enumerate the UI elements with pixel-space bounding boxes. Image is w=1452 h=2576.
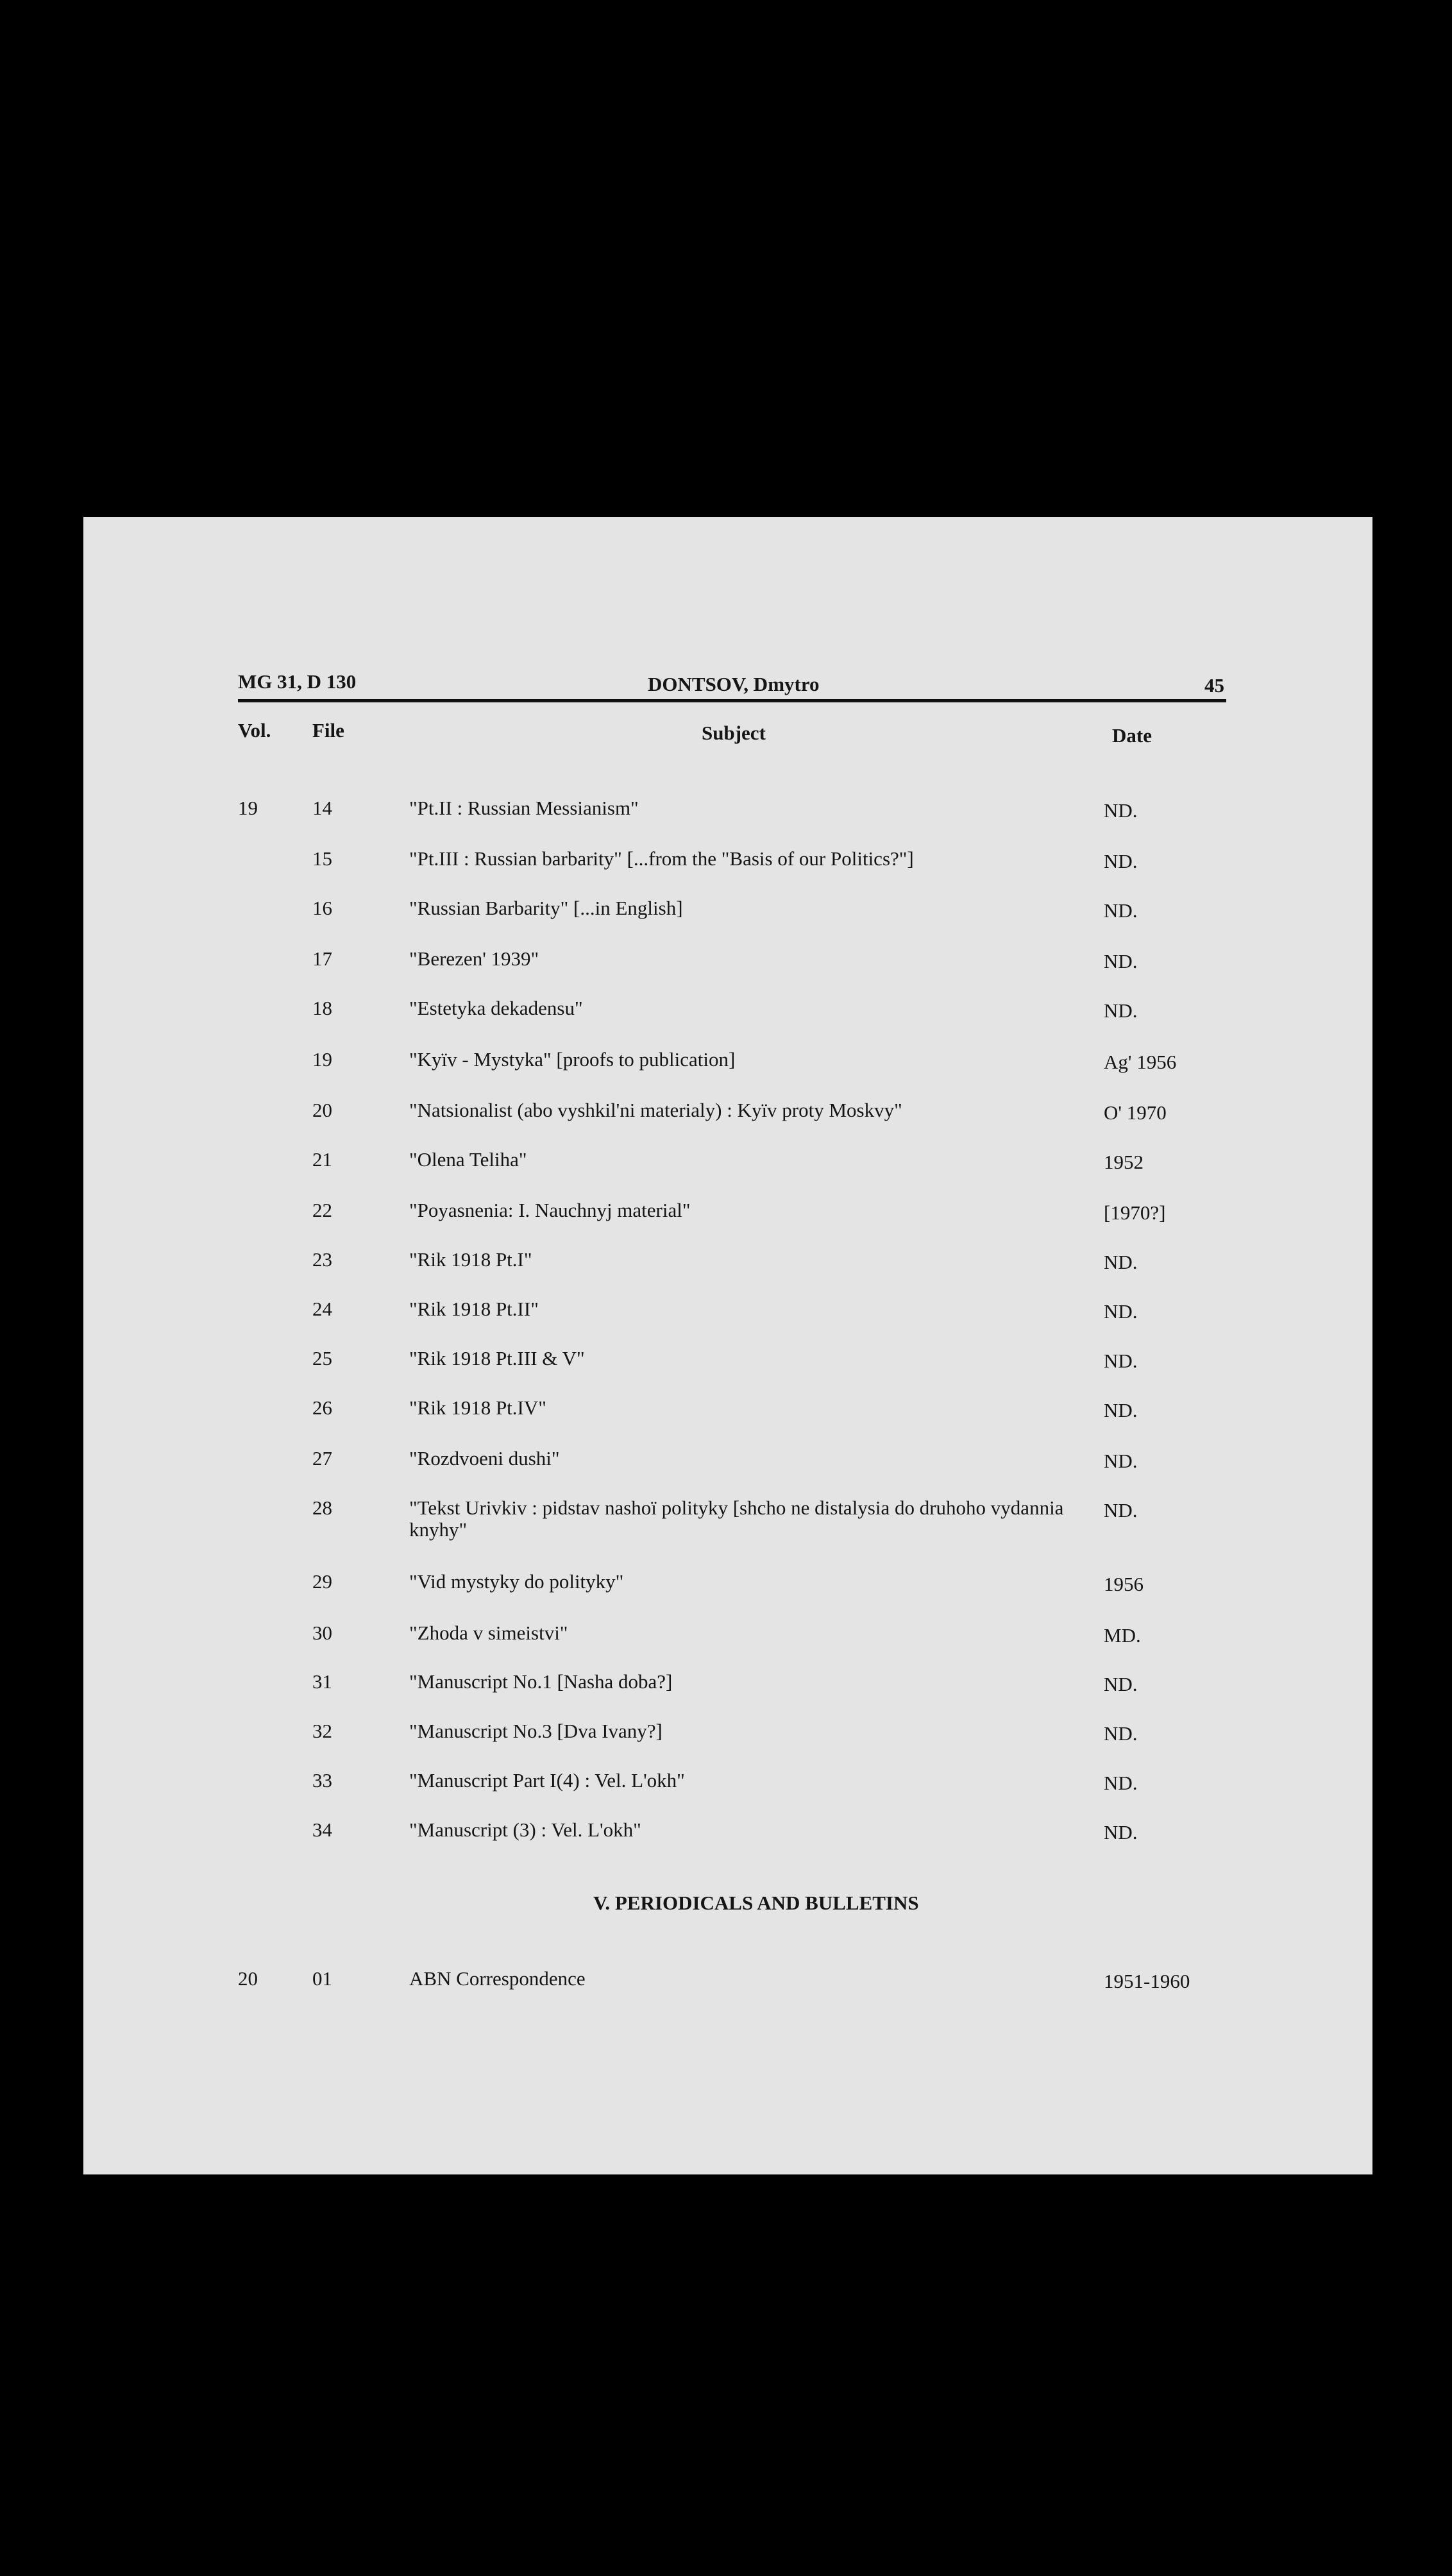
- row-subject: "Estetyka dekadensu": [409, 997, 583, 1019]
- row-subject: "Manuscript No.3 [Dva Ivany?]: [409, 1720, 663, 1742]
- row-file: 32: [312, 1720, 332, 1742]
- row-file: 16: [312, 897, 332, 919]
- row-date: ND.: [1104, 1251, 1138, 1273]
- row-subject: "Manuscript Part I(4) : Vel. L'okh": [409, 1769, 685, 1792]
- row-file: 25: [312, 1347, 332, 1369]
- row-date: [1970?]: [1104, 1201, 1166, 1224]
- row-subject: "Berezen' 1939": [409, 947, 539, 970]
- row-file: 23: [312, 1248, 332, 1271]
- row-date: 1952: [1104, 1151, 1144, 1173]
- row-subject: "Manuscript No.1 [Nasha doba?]: [409, 1670, 673, 1693]
- row-file: 26: [312, 1396, 332, 1419]
- row-file: 27: [312, 1447, 332, 1470]
- header-reference: MG 31, D 130: [238, 670, 357, 693]
- row-file: 15: [312, 847, 332, 870]
- row-subject: "Pt.III : Russian barbarity" [...from the "Basis of our Politics?"]: [409, 847, 914, 870]
- row-date: ND.: [1104, 1399, 1138, 1421]
- row-file: 18: [312, 997, 332, 1019]
- row-date: ND.: [1104, 1350, 1138, 1372]
- row-subject: "Rozdvoeni dushi": [409, 1447, 560, 1470]
- row-subject: "Rik 1918 Pt.II": [409, 1298, 539, 1320]
- row-date: 1956: [1104, 1573, 1144, 1595]
- row-date: ND.: [1104, 799, 1138, 822]
- row-subject: "Poyasnenia: I. Nauchnyj material": [409, 1199, 691, 1221]
- row-file: 34: [312, 1818, 332, 1841]
- row-file: 24: [312, 1298, 332, 1320]
- row-date: ND.: [1104, 1450, 1138, 1472]
- row-subject: "Kyïv - Mystyka" [proofs to publication]: [409, 1048, 736, 1071]
- row-file: 19: [312, 1048, 332, 1071]
- row-date: ND.: [1104, 999, 1138, 1022]
- column-header-subject: Subject: [702, 722, 766, 744]
- row-date: ND.: [1104, 1499, 1138, 1521]
- row-date: ND.: [1104, 1772, 1138, 1794]
- row-subject: ABN Correspondence: [409, 1967, 586, 1990]
- header-title: DONTSOV, Dmytro: [648, 673, 820, 695]
- row-date: ND.: [1104, 1300, 1138, 1323]
- page-number: 45: [1204, 674, 1224, 697]
- column-header-date: Date: [1112, 724, 1152, 747]
- row-subject: "Natsionalist (abo vyshkil'ni materialy) : Kyïv proty Moskvy": [409, 1099, 902, 1121]
- row-file: 21: [312, 1148, 332, 1171]
- row-date: ND.: [1104, 899, 1138, 922]
- row-subject: "Olena Teliha": [409, 1148, 527, 1171]
- row-file: 28: [312, 1496, 332, 1519]
- row-subject: "Manuscript (3) : Vel. L'okh": [409, 1818, 641, 1841]
- header-rule: [238, 699, 1226, 702]
- row-subject: "Zhoda v simeistvi": [409, 1622, 568, 1644]
- row-date: ND.: [1104, 950, 1138, 972]
- row-file: 31: [312, 1670, 332, 1693]
- row-subject: "Rik 1918 Pt.III & V": [409, 1347, 585, 1369]
- row-subject: "Pt.II : Russian Messianism": [409, 797, 639, 819]
- row-date: O' 1970: [1104, 1101, 1167, 1124]
- column-header-vol: Vol.: [238, 719, 271, 741]
- row-subject: "Tekst Urivkiv : pidstav nashoï polityky [shcho ne distalysia do druhoho vydannia knyhy": [409, 1496, 1064, 1541]
- row-subject: "Vid mystyky do polityky": [409, 1570, 624, 1593]
- row-file: 22: [312, 1199, 332, 1221]
- row-date: 1951-1960: [1104, 1970, 1190, 1992]
- row-file: 29: [312, 1570, 332, 1593]
- row-file: 17: [312, 947, 332, 970]
- row-subject: "Rik 1918 Pt.IV": [409, 1396, 546, 1419]
- row-date: MD.: [1104, 1624, 1141, 1647]
- document-page: [83, 517, 1372, 2174]
- row-date: ND.: [1104, 1722, 1138, 1745]
- section-heading: V. PERIODICALS AND BULLETINS: [593, 1892, 919, 1914]
- row-date: ND.: [1104, 1821, 1138, 1843]
- row-file: 20: [312, 1099, 332, 1121]
- row-vol: 20: [238, 1967, 258, 1990]
- row-date: Ag' 1956: [1104, 1051, 1177, 1073]
- row-file: 01: [312, 1967, 332, 1990]
- column-header-file: File: [312, 719, 344, 741]
- row-file: 30: [312, 1622, 332, 1644]
- row-subject: "Rik 1918 Pt.I": [409, 1248, 532, 1271]
- row-subject: "Russian Barbarity" [...in English]: [409, 897, 683, 919]
- row-vol: 19: [238, 797, 258, 819]
- row-file: 14: [312, 797, 332, 819]
- row-file: 33: [312, 1769, 332, 1792]
- row-date: ND.: [1104, 1673, 1138, 1695]
- row-date: ND.: [1104, 850, 1138, 872]
